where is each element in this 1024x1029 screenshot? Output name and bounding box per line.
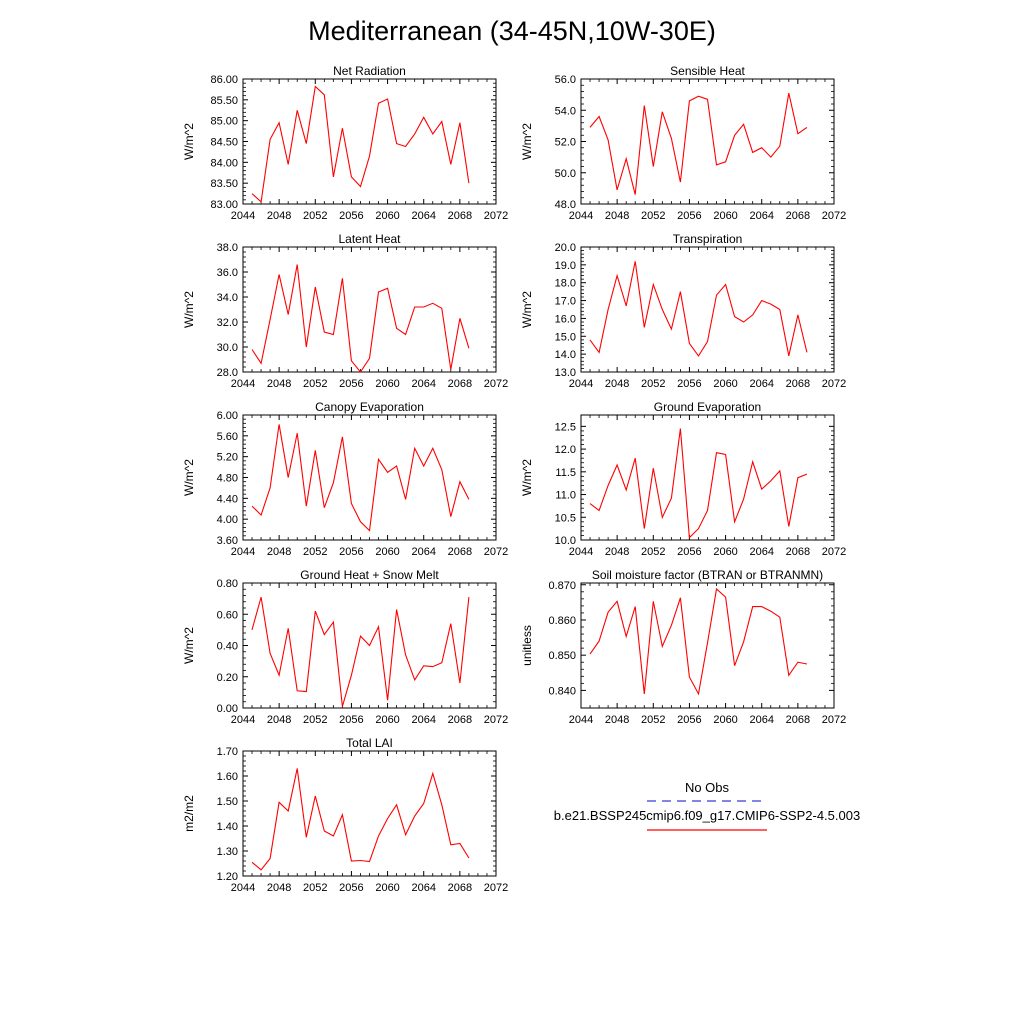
y-tick-label: 28.0 — [216, 367, 238, 379]
x-tick-label: 2064 — [749, 210, 774, 222]
x-tick-label: 2064 — [411, 210, 436, 222]
y-tick-label: 0.840 — [548, 685, 576, 698]
x-tick-label: 2048 — [604, 210, 630, 222]
y-tick-label: 4.00 — [216, 514, 238, 527]
x-tick-label: 2048 — [604, 378, 630, 390]
y-tick-label: 32.0 — [216, 317, 238, 329]
y-tick-label: 4.40 — [216, 493, 238, 506]
x-tick-label: 2064 — [749, 378, 774, 390]
x-tick-label: 2064 — [411, 546, 436, 558]
x-tick-label: 2068 — [447, 714, 473, 726]
x-tick-label: 2044 — [568, 210, 594, 222]
y-tick-label: 0.870 — [548, 579, 576, 592]
x-tick-label: 2060 — [375, 546, 400, 558]
y-tick-label: 16.0 — [554, 313, 576, 326]
chart-title: Soil moisture factor (BTRAN or BTRANMN) — [591, 568, 824, 582]
x-tick-label: 2044 — [230, 714, 256, 726]
y-tick-label: 20.0 — [554, 242, 576, 254]
x-tick-label: 2052 — [303, 210, 328, 222]
x-tick-label: 2068 — [447, 378, 473, 390]
x-tick-label: 2044 — [568, 546, 594, 558]
y-tick-label: 34.0 — [216, 292, 238, 304]
x-tick-label: 2052 — [641, 378, 666, 390]
x-tick-label: 2056 — [339, 378, 364, 390]
x-tick-label: 2064 — [411, 378, 436, 390]
x-tick-label: 2056 — [339, 546, 364, 558]
x-tick-label: 2056 — [339, 882, 364, 894]
x-tick-label: 2048 — [604, 546, 630, 558]
x-tick-label: 2060 — [713, 714, 738, 726]
x-tick-label: 2056 — [677, 546, 702, 558]
y-tick-label: 84.50 — [210, 136, 238, 149]
x-tick-label: 2052 — [641, 714, 666, 726]
y-tick-label: 50.0 — [554, 167, 576, 180]
y-tick-label: 18.0 — [554, 277, 576, 290]
y-tick-label: 1.70 — [216, 746, 238, 758]
y-tick-label: 19.0 — [554, 259, 576, 272]
x-tick-label: 2072 — [483, 210, 509, 222]
x-tick-label: 2044 — [230, 210, 256, 222]
y-tick-label: 0.850 — [548, 650, 576, 663]
y-tick-label: 85.00 — [210, 115, 238, 128]
y-tick-label: 38.0 — [216, 242, 238, 254]
y-tick-label: 84.00 — [210, 157, 238, 170]
x-tick-label: 2060 — [713, 546, 738, 558]
x-tick-label: 2068 — [447, 210, 473, 222]
x-tick-label: 2072 — [821, 210, 847, 222]
x-tick-label: 2068 — [785, 210, 811, 222]
x-tick-label: 2064 — [749, 546, 774, 558]
x-tick-label: 2048 — [604, 714, 630, 726]
x-tick-label: 2072 — [483, 882, 509, 894]
y-tick-label: 6.00 — [216, 410, 238, 422]
x-tick-label: 2056 — [677, 378, 702, 390]
y-axis-label: W/m^2 — [182, 291, 196, 328]
x-tick-label: 2056 — [339, 714, 364, 726]
y-tick-label: 1.50 — [216, 796, 238, 808]
x-tick-label: 2060 — [375, 378, 400, 390]
x-tick-label: 2052 — [641, 546, 666, 558]
x-tick-label: 2072 — [483, 714, 509, 726]
x-tick-label: 2060 — [375, 714, 400, 726]
chart-title: Latent Heat — [338, 232, 401, 246]
y-tick-label: 14.0 — [554, 349, 576, 362]
legend-obs-label: No Obs — [684, 780, 730, 795]
y-axis-label: W/m^2 — [520, 291, 534, 328]
y-tick-label: 5.60 — [216, 430, 238, 443]
y-tick-label: 0.40 — [216, 640, 238, 653]
y-tick-label: 54.0 — [554, 105, 576, 118]
chart-title: Transpiration — [672, 232, 743, 246]
x-tick-label: 2052 — [303, 546, 328, 558]
x-tick-label: 2064 — [749, 714, 774, 726]
x-tick-label: 2048 — [266, 546, 292, 558]
x-tick-label: 2044 — [230, 882, 256, 894]
y-tick-label: 5.20 — [216, 451, 238, 464]
y-axis-label: W/m^2 — [520, 459, 534, 496]
x-tick-label: 2060 — [375, 210, 400, 222]
chart-title: Sensible Heat — [670, 64, 745, 78]
x-tick-label: 2068 — [785, 546, 811, 558]
y-tick-label: 10.0 — [554, 535, 576, 547]
y-tick-label: 48.0 — [554, 199, 576, 211]
y-tick-label: 0.00 — [216, 703, 238, 715]
x-tick-label: 2052 — [303, 714, 328, 726]
x-tick-label: 2048 — [266, 714, 292, 726]
page-title: Mediterranean (34-45N,10W-30E) — [308, 16, 716, 46]
y-axis-label: W/m^2 — [520, 123, 534, 160]
y-tick-label: 11.0 — [555, 489, 576, 502]
y-axis-label: m2/m2 — [182, 795, 196, 832]
x-tick-label: 2044 — [568, 714, 594, 726]
y-tick-label: 1.60 — [216, 771, 238, 783]
y-tick-label: 36.0 — [216, 267, 238, 279]
x-tick-label: 2044 — [230, 378, 256, 390]
x-tick-label: 2072 — [821, 546, 847, 558]
y-tick-label: 83.00 — [210, 199, 238, 211]
x-tick-label: 2060 — [375, 882, 400, 894]
x-tick-label: 2068 — [447, 546, 473, 558]
y-tick-label: 85.50 — [210, 94, 238, 107]
y-tick-label: 11.5 — [555, 466, 576, 479]
y-tick-label: 0.20 — [216, 671, 238, 684]
chart-title: Canopy Evaporation — [315, 400, 424, 414]
y-axis-label: unitless — [520, 625, 534, 666]
y-axis-label: W/m^2 — [182, 123, 196, 160]
x-tick-label: 2044 — [230, 546, 256, 558]
y-tick-label: 1.40 — [216, 821, 238, 833]
y-tick-label: 83.50 — [210, 178, 238, 191]
x-tick-label: 2064 — [411, 882, 436, 894]
x-tick-label: 2052 — [303, 378, 328, 390]
y-tick-label: 30.0 — [216, 342, 238, 354]
x-tick-label: 2072 — [483, 546, 509, 558]
x-tick-label: 2052 — [641, 210, 666, 222]
x-tick-label: 2048 — [266, 882, 292, 894]
x-tick-label: 2068 — [785, 714, 811, 726]
x-tick-label: 2056 — [339, 210, 364, 222]
x-tick-label: 2052 — [303, 882, 328, 894]
legend-model-label: b.e21.BSSP245cmip6.f09_g17.CMIP6-SSP2-4.5.003 — [553, 808, 861, 823]
y-tick-label: 15.0 — [554, 331, 576, 344]
y-tick-label: 12.0 — [554, 444, 576, 457]
y-tick-label: 0.860 — [548, 614, 576, 627]
x-tick-label: 2072 — [821, 714, 847, 726]
chart-title: Ground Heat + Snow Melt — [300, 568, 439, 582]
y-tick-label: 13.0 — [554, 367, 576, 379]
y-tick-label: 1.20 — [216, 871, 238, 883]
x-tick-label: 2056 — [677, 210, 702, 222]
y-axis-label: W/m^2 — [182, 459, 196, 496]
y-tick-label: 86.00 — [210, 74, 238, 86]
x-tick-label: 2048 — [266, 210, 292, 222]
x-tick-label: 2072 — [483, 378, 509, 390]
x-tick-label: 2068 — [785, 378, 811, 390]
x-tick-label: 2060 — [713, 210, 738, 222]
x-tick-label: 2056 — [677, 714, 702, 726]
y-tick-label: 3.60 — [216, 535, 238, 547]
y-tick-label: 0.80 — [216, 578, 238, 590]
x-tick-label: 2048 — [266, 378, 292, 390]
chart-title: Net Radiation — [333, 64, 406, 78]
y-tick-label: 1.30 — [216, 846, 238, 858]
y-tick-label: 56.0 — [554, 74, 576, 86]
y-tick-label: 10.5 — [554, 512, 576, 525]
x-tick-label: 2044 — [568, 378, 594, 390]
chart-title: Total LAI — [346, 736, 393, 750]
y-tick-label: 0.60 — [216, 609, 238, 622]
y-tick-label: 4.80 — [216, 472, 238, 485]
y-tick-label: 17.0 — [554, 295, 576, 308]
y-tick-label: 52.0 — [554, 136, 576, 149]
y-tick-label: 12.5 — [554, 421, 576, 434]
x-tick-label: 2068 — [447, 882, 473, 894]
x-tick-label: 2064 — [411, 714, 436, 726]
x-tick-label: 2060 — [713, 378, 738, 390]
chart-title: Ground Evaporation — [653, 400, 762, 414]
x-tick-label: 2072 — [821, 378, 847, 390]
y-axis-label: W/m^2 — [182, 627, 196, 664]
